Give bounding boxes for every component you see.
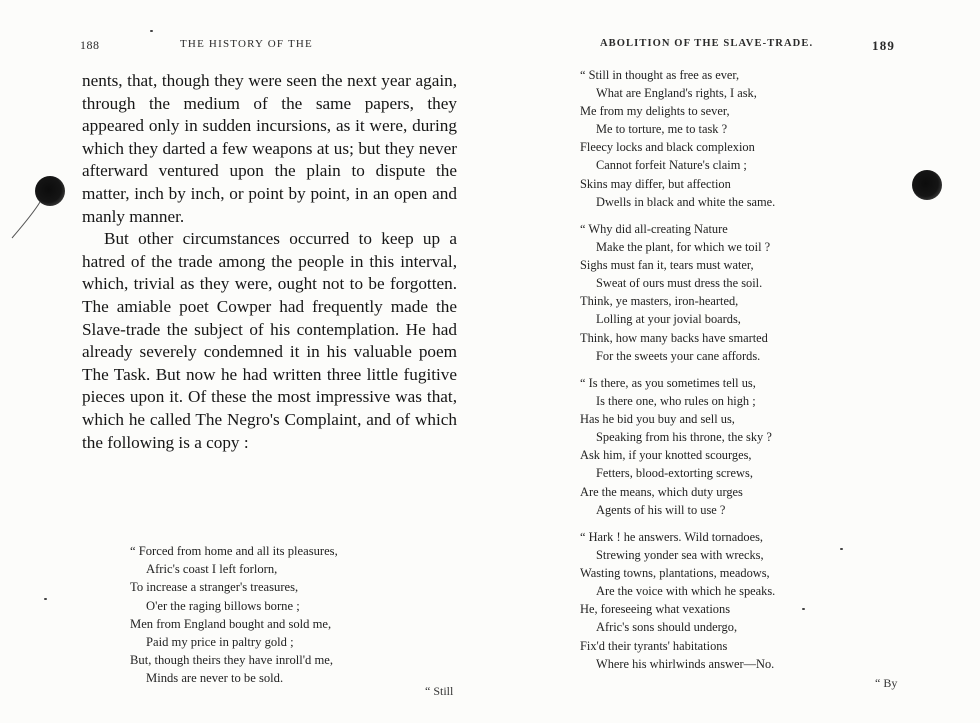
print-speck — [150, 30, 153, 32]
left-page-number: 188 — [80, 38, 100, 52]
print-speck — [44, 598, 47, 600]
poem-line: “ Still in thought as free as ever, — [580, 68, 740, 82]
poem-line: Me from my delights to sever, — [580, 104, 730, 119]
poem-line: Think, ye masters, iron-hearted, — [580, 294, 739, 309]
poem-line: Minds are never to be sold. — [146, 671, 284, 686]
right-poem-stanza-2 — [580, 220, 770, 365]
ink-scratch-mark — [10, 200, 50, 240]
poem-line: Dwells in black and white the same. — [596, 194, 776, 209]
right-page-number: 189 — [872, 38, 896, 53]
poem-line: “ Forced from home and all its pleasures, — [130, 544, 338, 558]
right-poem-stanza-3 — [580, 374, 772, 519]
poem-line: “ Is there, as you sometimes tell us, — [580, 376, 756, 390]
right-poem-stanza-4 — [580, 528, 775, 673]
poem-line: “ Hark ! he answers. Wild tornadoes, — [580, 530, 764, 544]
poem-line: “ Why did all-creating Nature — [580, 222, 728, 236]
ink-blot-mark — [912, 170, 942, 200]
poem-line: Has he bid you buy and sell us, — [580, 412, 735, 427]
poem-line: Wasting towns, plantations, meadows, — [580, 566, 770, 581]
right-poem-stanza-1 — [580, 66, 775, 211]
poem-line: Sighs must fan it, tears must water, — [580, 258, 754, 273]
right-page — [490, 0, 980, 723]
poem-line: Make the plant, for which we toil ? — [596, 240, 771, 255]
poem-line: Is there one, who rules on high ; — [596, 394, 756, 409]
poem-line: Fleecy locks and black complexion — [580, 140, 755, 155]
left-catchword: “ Still — [425, 684, 454, 698]
left-running-head: THE HISTORY OF THE — [180, 38, 313, 50]
left-poem-stanza — [130, 542, 338, 688]
poem-line: Men from England bought and sold me, — [130, 616, 332, 631]
poem-line: Lolling at your jovial boards, — [596, 312, 741, 327]
print-speck — [802, 608, 805, 610]
poem-line: Afric's coast I left forlorn, — [146, 562, 278, 577]
poem-line: Me to torture, me to task ? — [596, 122, 728, 137]
prose-paragraph-2: But other circumstances occurred to keep up a hatred of the trade among the people in this interval, which, trivial as they were, ought not to be forgotten. The amiable poet Cowper had frequently made the Slave-trade the subject of his contemplation. He had already severely condemned it in his valuable poem The Task. But now he had written three little fugitive pieces upon it. Of these the most impressive was that, which he called The Negro's Complaint, and of which the following is a copy : — [82, 229, 457, 452]
poem-line: He, foreseeing what vexations — [580, 602, 731, 617]
poem-line: Are the means, which duty urges — [580, 484, 743, 499]
poem-line: Are the voice with which he speaks. — [596, 584, 776, 599]
poem-line: To increase a stranger's treasures, — [130, 580, 299, 595]
poem-line: Strewing yonder sea with wrecks, — [596, 548, 764, 563]
poem-line: What are England's rights, I ask, — [596, 86, 757, 101]
poem-line: Skins may differ, but affection — [580, 176, 731, 191]
poem-line: Cannot forfeit Nature's claim ; — [596, 158, 747, 173]
poem-line: Paid my price in paltry gold ; — [146, 635, 294, 650]
poem-line: Afric's sons should undergo, — [596, 620, 738, 635]
poem-line: Fix'd their tyrants' habitations — [580, 638, 728, 653]
poem-line: O'er the raging billows borne ; — [146, 598, 300, 613]
poem-line: Agents of his will to use ? — [596, 502, 726, 517]
poem-line: Where his whirlwinds answer—No. — [596, 656, 775, 671]
poem-line: For the sweets your cane affords. — [596, 348, 761, 363]
poem-line: Fetters, blood-extorting screws, — [596, 466, 753, 481]
poem-line: Sweat of ours must dress the soil. — [596, 276, 763, 291]
poem-line: Speaking from his throne, the sky ? — [596, 430, 772, 445]
poem-line: Ask him, if your knotted scourges, — [580, 448, 752, 463]
left-prose — [82, 70, 457, 454]
poem-line: Think, how many backs have smarted — [580, 330, 768, 345]
print-speck — [840, 548, 843, 550]
prose-paragraph-1: nents, that, though they were seen the next year again, through the medium of the same papers, they appeared only in sudden incursions, as it were, during which they darted a few weapons at us; but they never afterward ventured upon the plain to dispute the matter, inch by inch, or point by point, in an open and manly manner. — [82, 71, 457, 226]
poem-line: But, though theirs they have inroll'd me, — [130, 653, 334, 668]
right-catchword: “ By — [875, 676, 898, 690]
right-running-head: ABOLITION OF THE SLAVE-TRADE. — [600, 38, 814, 49]
